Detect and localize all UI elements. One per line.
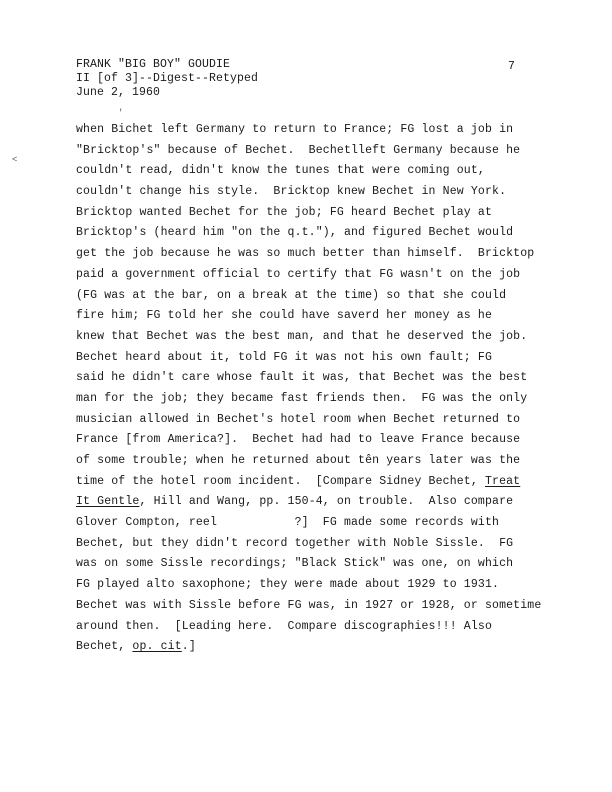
text-segment: musician allowed in Bechet's hotel room when Bechet returned to [76,412,521,426]
text-segment: around then. [Leading here. Compare discographies!!! Also [76,619,493,633]
text-line [76,389,576,410]
text-line [76,368,576,389]
underlined-text: It Gentle [76,495,140,509]
text-line [76,286,576,307]
text-segment: , Hill and Wang, pp. 150-4, on trouble. Also compare [139,495,514,509]
text-segment: Bechet heard about it, told FG it was not his own fault; FG [76,350,493,364]
text-segment: get the job because he was so much better than himself. Bricktop [76,247,535,261]
stray-tick-mark: ' [118,108,124,118]
header-name: FRANK "BIG BOY" GOUDIE [76,58,231,71]
text-line [76,513,576,534]
text-line [76,161,576,182]
text-line [76,348,576,369]
text-line [76,554,576,575]
text-line [76,430,576,451]
text-segment: (FG was at the bar, on a break at the time) so that she could [76,288,507,302]
text-segment: time of the hotel room incident. [Compare Sidney Bechet, [76,474,485,488]
text-segment: man for the job; they became fast friends then. FG was the only [76,391,528,405]
text-line [76,141,576,162]
header-reel: II [of 3]--Digest--Retyped [76,72,259,85]
text-segment: "Bricktop's" because of Bechet. Bechetlleft Germany because he [76,143,521,157]
text-line [76,451,576,472]
text-segment: fire him; FG told her she could have saverd her money as he [76,309,493,323]
text-segment: couldn't read, didn't know the tunes that were coming out, [76,164,485,178]
text-line [76,182,576,203]
text-line [76,492,576,513]
text-segment: paid a government official to certify that FG wasn't on the job [76,267,521,281]
text-line [76,637,576,658]
text-segment: Bechet, but they didn't record together with Noble Sissle. FG [76,536,514,550]
text-line [76,472,576,493]
text-segment: Bechet was with Sissle before FG was, in 1927 or 1928, or sometime [76,598,542,612]
text-segment: of some trouble; when he returned about tên years later was the [76,454,521,467]
text-segment: .] [181,640,196,654]
margin-mark: < [12,155,18,165]
text-segment: Bechet, [76,640,133,654]
text-segment: couldn't change his style. Bricktop knew Bechet in New York. [76,185,507,199]
text-line [76,327,576,348]
text-segment: when Bichet left Germany to return to France; FG lost a job in [76,123,514,136]
text-line [76,410,576,431]
text-segment: Bricktop's (heard him "on the q.t."), and figured Bechet would [76,226,514,240]
text-line [76,617,576,638]
text-line [76,306,576,327]
text-segment: France [from America?]. Bechet had had to leave France because [76,433,521,447]
text-segment: Bricktop wanted Bechet for the job; FG heard Bechet play at [76,205,493,219]
text-line [76,265,576,286]
text-line [76,223,576,244]
text-segment: FG played alto saxophone; they were made about 1929 to 1931. [76,578,500,592]
text-segment: Glover Compton, reel ?] FG made some records with [76,516,500,530]
underlined-text: Treat [484,474,521,488]
text-segment: said he didn't care whose fault it was, that Bechet was the best [76,371,528,385]
text-line [76,596,576,617]
header-date: June 2, 1960 [76,86,161,99]
text-line [76,120,576,141]
text-line [76,203,576,224]
document-header [76,58,258,100]
body-text [76,120,576,658]
underlined-text: op. cit [132,640,182,654]
text-line [76,534,576,555]
text-line [76,575,576,596]
text-segment: knew that Bechet was the best man, and that he deserved the job. [76,329,528,343]
text-line [76,244,576,265]
text-segment: was on some Sissle recordings; "Black Stick" was one, on which [76,557,514,571]
page-number: 7 [508,60,515,73]
